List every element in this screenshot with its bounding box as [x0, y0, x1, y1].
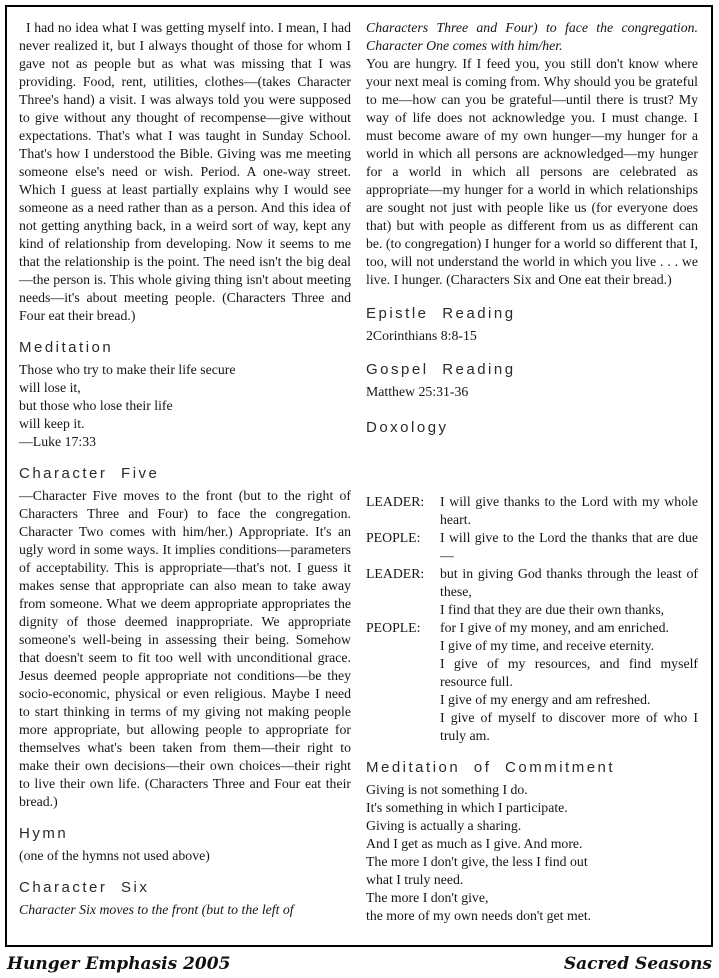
litany-row	[366, 493, 698, 529]
verse-line: will lose it,	[19, 380, 81, 395]
litany-row	[366, 529, 698, 565]
litany-line: I give of my time, and receive eternity.	[440, 638, 655, 653]
gospel-reference: Matthew 25:31-36	[366, 384, 469, 399]
litany-line: I find that they are due their own thanks,	[440, 602, 665, 617]
page-footer	[7, 954, 712, 974]
two-column-layout	[19, 19, 699, 945]
litany-speaker: LEADER:	[366, 494, 425, 509]
verse-line: what I truly need.	[366, 872, 464, 887]
verse-line: Giving is actually a sharing.	[366, 818, 522, 833]
litany-speaker: PEOPLE:	[366, 620, 421, 635]
epistle-reference: 2Corinthians 8:8-15	[366, 328, 477, 343]
verse-line: will keep it.	[19, 416, 85, 431]
verse-line: Giving is not something I do.	[366, 782, 528, 797]
litany-line: I give of my resources, and find myself resource full.	[440, 656, 698, 689]
stage-direction-continued: Characters Three and Four) to face the congregation. Character One comes with him/her.	[366, 20, 698, 53]
verse-citation: —Luke 17:33	[19, 434, 97, 449]
verse-line: the more of my own needs don't get met.	[366, 908, 592, 923]
litany-line: I give of myself to discover more of who I truly am.	[440, 710, 698, 743]
litany-speaker: PEOPLE:	[366, 530, 421, 545]
verse-line: It's something in which I participate.	[366, 800, 568, 815]
character-four-monologue: I had no idea what I was getting myself into. I mean, I had never realized it, but I always thought of those for whom I gave not as people but as what was missing that I was providing. Food, rent, utilities, clothes—(takes Character Three's hand) a visit. I was always told you were supposed to give without any thought of recompense—give without expectations. That's what I was taught in Sunday School. That's how I understood the Bible. Giving was me meeting someone else's need or wish. Period. A one-way street. Which I guess at least partially explains why I would see someone as a need rather than as a person. And this idea of not getting anything back, in a weird sort of way, kept any kind of relationship from developing. Now it seems to me that the relationship is the point. The need isn't the big deal—the person is. This whole giving thing isn't about meeting needs—it's about meeting people. (Characters Three and Four eat their bread.)	[19, 20, 351, 323]
character-six-heading: Character Six	[19, 879, 150, 896]
character-six-monologue: You are hungry. If I feed you, you still don't know where your next meal is coming from. Why should you be grateful to me—how can you be grateful—until there is trust? My way of life does not acknowledge you. I must change. I must become aware of my own hunger—my hunger for a world in which all persons are acknowledged—my hunger for a world in which all persons are celebrated as appropriate—my hunger for a world in which relationships are sought not just with people like us (for everyone does that) but with people as different from us as different can be. (to congregation) I hunger for a world so different that I, too, will not understand the world in which you live . . . we live. I hunger. (Characters Six and One eat their bread.)	[366, 56, 698, 287]
verse-line: The more I don't give, the less I find out	[366, 854, 588, 869]
litany-line: but in giving God thanks through the least of these,	[440, 566, 698, 599]
litany-line: I will give to the Lord the thanks that are due—	[440, 530, 698, 563]
left-column	[19, 19, 351, 945]
meditation-heading: Meditation	[19, 339, 114, 356]
litany-text	[440, 565, 698, 619]
litany-text	[440, 529, 698, 565]
character-five-heading: Character Five	[19, 465, 160, 482]
meditation-of-commitment-verse	[366, 781, 698, 925]
litany-speaker: LEADER:	[366, 566, 425, 581]
hymn-note: (one of the hymns not used above)	[19, 848, 210, 863]
meditation-of-commitment-heading: Meditation of Commitment	[366, 759, 616, 776]
footer-series-title: Hunger Emphasis 2005	[7, 954, 231, 974]
litany-text	[440, 619, 698, 745]
hymn-heading: Hymn	[19, 825, 69, 842]
gospel-reading-heading: Gospel Reading	[366, 361, 516, 378]
epistle-reading-heading: Epistle Reading	[366, 305, 516, 322]
verse-line: The more I don't give,	[366, 890, 489, 905]
litany-row	[366, 565, 698, 619]
character-five-monologue: —Character Five moves to the front (but to the right of Characters Three and Four) to face the congregation. Character Two comes with him/her.) Appropriate. It's an ugly word in some ways. It implies conditions—parameters of acceptability. This is appropriate—that's not. I guess it makes sense that appropriate can also mean to take away from someone. What we deem appropriate appropriates the dignity of those deemed inappropriate. We appropriate someone's well-being in assessing their being. Somehow that doesn't seem to fit too well with unconditional grace. Jesus deemed people appropriate not conditions—be they socio-economic, physical or even religious. Maybe I need to start thinking in terms of my giving not making people more appropriate, but allowing people to appropriate for themselves what's been taken from them—their right to make their own decisions—their own choices—their right to live their own life. (Characters Three and Four eat their bread.)	[19, 488, 351, 809]
meditation-verse	[19, 361, 351, 451]
litany-line: for I give of my money, and am enriched.	[440, 620, 669, 635]
character-six-stage-direction: Character Six moves to the front (but to the left of	[19, 902, 294, 917]
verse-line: And I get as much as I give. And more.	[366, 836, 583, 851]
litany-line: I give of my energy and am refreshed.	[440, 692, 651, 707]
doxology-heading: Doxology	[366, 419, 449, 436]
litany-line: I will give thanks to the Lord with my whole heart.	[440, 494, 698, 527]
litany-row	[366, 619, 698, 745]
litany-text	[440, 493, 698, 529]
right-column	[366, 19, 698, 945]
responsive-reading	[366, 493, 698, 745]
verse-line: but those who lose their life	[19, 398, 173, 413]
verse-line: Those who try to make their life secure	[19, 362, 236, 377]
document-page-frame	[5, 5, 713, 947]
footer-publication-title: Sacred Seasons	[563, 954, 712, 974]
